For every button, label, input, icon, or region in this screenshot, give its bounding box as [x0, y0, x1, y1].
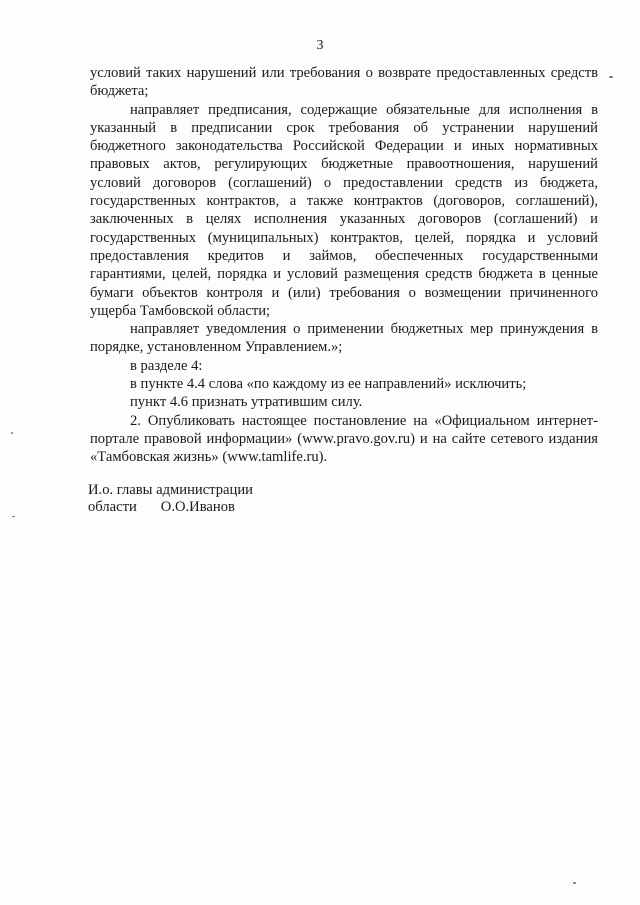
scan-speck: [11, 432, 13, 434]
signatory-title-continued: [88, 499, 253, 516]
scan-speck: [609, 76, 613, 78]
paragraph-budget-violations: условий таких нарушений или требования о возврате предоставленных средств бюджета;: [90, 65, 598, 100]
paragraph-notifications: направляет уведомления о применении бюджетных мер принуждения в порядке, установленном Управлением.»;: [90, 321, 598, 356]
scan-speck: [573, 882, 576, 884]
signatory-title-region: области: [88, 499, 137, 515]
signatory-name: О.О.Иванов: [160, 499, 235, 515]
paragraph-point-4-6: пункт 4.6 признать утратившим силу.: [130, 394, 363, 411]
paragraph-publication: 2. Опубликовать настоящее постановление на «Официальном интернет-портале правовой информации» (www.pravo.gov.ru) и на сайте сетевого издания «Тамбовская жизнь» (www.tamlife.ru).: [90, 412, 598, 466]
signatory-title: И.о. главы администрации: [88, 482, 253, 498]
scan-speck: [12, 516, 15, 517]
paragraph-point-4-4: в пункте 4.4 слова «по каждому из ее направлений» исключить;: [130, 376, 527, 393]
signature-block: [88, 482, 253, 516]
page-number: 3: [316, 38, 324, 53]
paragraph-section-4: в разделе 4:: [130, 357, 203, 374]
paragraph-prescriptions: направляет предписания, содержащие обязательные для исполнения в указанный в предписании срок требования об устранении нарушений бюджетного законодательства Российской Федерации и иных нормативных правовых актов, регулирующих бюджетные правоотношения, нарушений условий договоров (соглашений) о предоставлении средств из бюджета, государственных контрактов, а также контрактов (договоров, соглашений), заключенных в целях исполнения указанных договоров (соглашений) и государственных (муниципальных) контрактов, целей, порядка и условий предоставления кредитов и займов, обеспеченных государственными гарантиями, целей, порядка и условий размещения средств бюджета в ценные бумаги объектов контроля и (или) требования о возмещении причиненного ущерба Тамбовской области;: [90, 101, 598, 319]
document-body: [90, 64, 598, 467]
